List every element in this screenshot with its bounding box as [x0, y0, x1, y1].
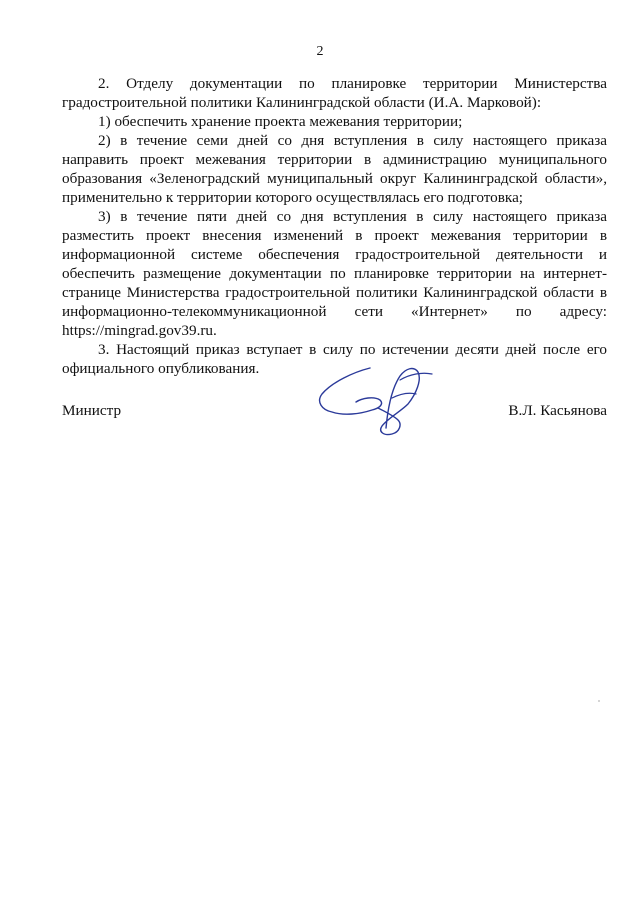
page-number: 2	[316, 44, 324, 59]
signature-block	[62, 360, 607, 450]
signatory-title: Министр	[62, 402, 122, 419]
paragraph-item-2-send: 2) в течение семи дней со дня вступления в силу настоящего приказа направить проект межевания территории в администрацию муниципального образования «Зеленоградский муниципальный округ Калининградской области», применительно к территории которого осуществлялась его подготовка;	[62, 132, 607, 206]
signatory-name: В.Л. Касьянова	[508, 402, 607, 419]
order-body	[62, 74, 607, 378]
paragraph-item-1-storage: 1) обеспечить хранение проекта межевания территории;	[98, 113, 463, 130]
paragraph-department-instruction: 2. Отделу документации по планировке территории Министерства градостроительной политики Калининградской области (И.А. Марковой):	[62, 75, 607, 111]
paragraph-item-3-publish: 3) в течение пяти дней со дня вступления в силу настоящего приказа разместить проект внесения изменений в проект межевания территории в информационной системе обеспечения градостроительной деятельности и обеспечить размещение документации по планировке территории на интернет-странице Министерства градостроительной политики Калининградской области в информационно-телекоммуникационной сети «Интернет» по адресу: https://mingrad.gov39.ru.	[62, 208, 607, 339]
scan-speck	[598, 700, 600, 702]
handwritten-signature	[314, 360, 444, 440]
paragraph-effective-date: 3. Настоящий приказ вступает в силу по истечении десяти дней после его официального опубликования.	[62, 341, 607, 377]
